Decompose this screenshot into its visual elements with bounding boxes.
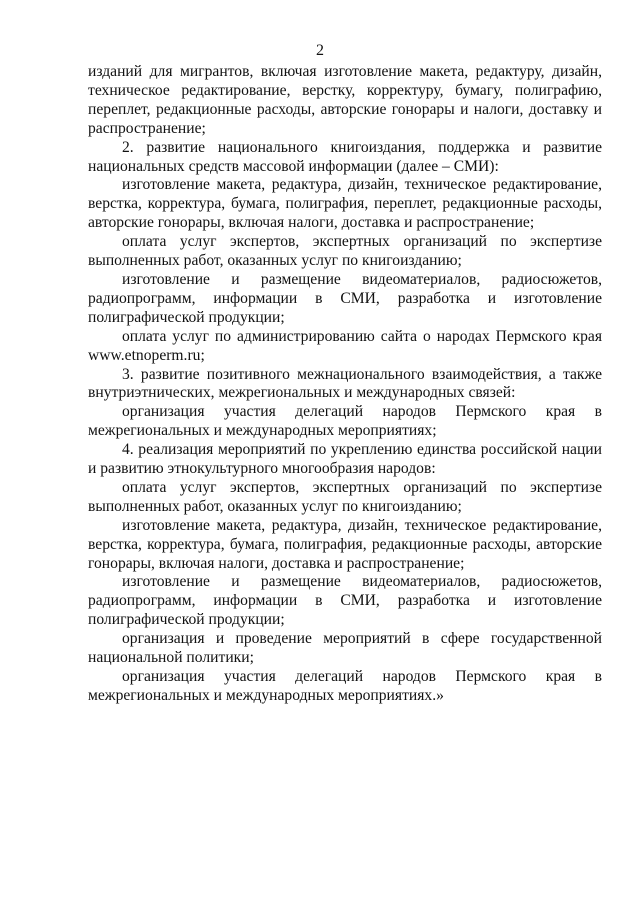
page-number: 2 [316, 42, 324, 59]
paragraph: изготовление и размещение видеоматериалов, радиосюжетов, радиопрограмм, информации в СМИ, разработка и изготовление полиграфической продукции; [88, 270, 602, 326]
paragraph: оплата услуг экспертов, экспертных организаций по экспертизе выполненных работ, оказанных услуг по книгоизданию; [88, 233, 602, 270]
paragraph: оплата услуг по администрированию сайта о народах Пермского края www.etnoperm.ru; [88, 327, 602, 364]
paragraph: организация участия делегаций народов Пермского края в межрегиональных и международных мероприятиях; [88, 403, 602, 440]
paragraph: 2. развитие национального книгоиздания, поддержка и развитие национальных средств массовой информации (далее – СМИ): [88, 138, 602, 175]
paragraph: изданий для мигрантов, включая изготовление макета, редактуру, дизайн, техническое редактирование, верстку, корректуру, бумагу, полиграфию, переплет, редакционные расходы, авторские гонорары и налоги, доставку и распространение; [88, 63, 602, 137]
paragraph: изготовление макета, редактура, дизайн, техническое редактирование, верстка, корректура, бумага, полиграфия, редакционные расходы, авторские гонорары, включая налоги, доставка и распространение; [88, 516, 602, 572]
paragraph: оплата услуг экспертов, экспертных организаций по экспертизе выполненных работ, оказанных услуг по книгоизданию; [88, 478, 602, 515]
paragraph: изготовление и размещение видеоматериалов, радиосюжетов, радиопрограмм, информации в СМИ, разработка и изготовление полиграфической продукции; [88, 573, 602, 629]
paragraph: изготовление макета, редактура, дизайн, техническое редактирование, верстка, корректура, бумага, полиграфия, переплет, редакционные расходы, авторские гонорары, включая налоги, доставка и распространение; [88, 176, 602, 232]
paragraph: организация и проведение мероприятий в сфере государственной национальной политики; [88, 630, 602, 667]
paragraph: организация участия делегаций народов Пермского края в межрегиональных и международных мероприятиях.» [88, 668, 602, 704]
paragraph: 3. развитие позитивного межнационального взаимодействия, а также внутриэтнических, межрегиональных и международных связей: [88, 365, 602, 402]
document-body [88, 63, 602, 706]
paragraph: 4. реализация мероприятий по укреплению единства российской нации и развитию этнокультурного многообразия народов: [88, 441, 602, 478]
